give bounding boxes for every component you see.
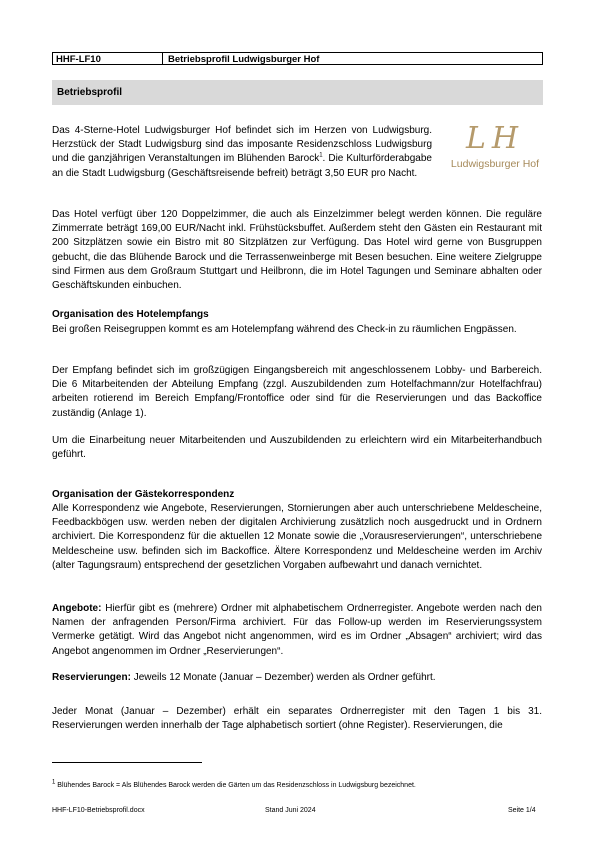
logo-name: Ludwigsburger Hof — [450, 158, 540, 170]
korrespondenz-heading: Organisation der Gästekorrespondenz — [52, 489, 235, 500]
section-title: Betriebsprofil — [52, 80, 543, 105]
korrespondenz-paragraph: Alle Korrespondenz wie Angebote, Reservierungen, Stornierungen aber auch unterschriebene Meldescheine, Feedbackbögen usw. werden neben der digitalen Archivierung zusätzlich noch ausgedruckt und in Ordnern archiviert. Die Korrespondenz für die aktuellen 12 Monate sowie die „Vorausreservierungen“, unterschriebene Meldescheine usw. befinden sich im Backoffice. Ältere Korrespondenz und Meldescheine werden im Archiv (alter Tagungsraum) entsprechend der gesetzlichen Vorgaben aufbewahrt und danach vernichtet. — [52, 503, 542, 571]
angebote-paragraph: Angebote: Hierfür gibt es (mehrere) Ordner mit alphabetischem Ordnerregister. Angebote werden nach den Namen der anfragenden Person/Firma archiviert. Für das Follow-up werden im Reservierungssystem Vermerke getätigt. Wird das Angebot nicht angenommen, wird es im Ordner „Absagen“ archiviert; wird das Angebot angenommen im Ordner „Reservierungen“. — [52, 603, 542, 657]
footnote-rule — [52, 762, 202, 763]
header-title: Betriebsprofil Ludwigsburger Hof — [168, 54, 320, 65]
intro-paragraph: Das 4-Sterne-Hotel Ludwigsburger Hof befindet sich im Herzen von Ludwigsburg. Herzstück der Stadt Ludwigsburg sind das imposante Residenzschloss Ludwigsburg und die ganzjährigen Veranstaltungen im Blühenden Barock$^1$. Die Kulturförderabgabe an die Stadt Ludwigsburg (Geschäftsreisende befreit) beträgt 3,50 EUR pro Nacht. — [52, 125, 432, 179]
hotel-description: Das Hotel verfügt über 120 Doppelzimmer, die auch als Einzelzimmer belegt werden können. Die reguläre Zimmerrate beträgt 169,00 EUR/Nacht inkl. Frühstücksbuffet. Außerdem steht den Gästen ein Restaurant mit 200 Sitzplätzen sowie ein Bistro mit 80 Sitzplätzen zur Verfügung. Das Hotel wird gerne von Busgruppen gebucht, die das Blühende Barock und die Terrassenweinberge mit Besen besuchen. Eine weitere Zielgruppe sind Firmen aus dem Großraum Stuttgart und Heilbronn, die im Hotel Tagungen und Seminare abhalten oder Geschäftskunden einbuchen. — [52, 209, 542, 292]
footnote-ref: 1 — [319, 153, 323, 160]
empfang-paragraph-2: Der Empfang befindet sich im großzügigen Eingangsbereich mit angeschlossenem Lobby- und Barbereich. Die 6 Mitarbeitenden der Abteilung Empfang (zzgl. Auszubildenden zum Hotelfachmann/zur Hotelfachfrau) arbeiten rotierend im Bereich Empfang/Frontoffice oder sind für die Reservierungen und das Backoffice zuständig (Anlage 1). — [52, 365, 542, 419]
reservierungen-label: Reservierungen: — [52, 672, 131, 683]
logo-monogram: LH — [465, 121, 525, 156]
header-code: HHF-LF10 — [53, 53, 163, 64]
footer-filename: HHF-LF10-Betriebsprofil.docx — [52, 807, 145, 814]
reservierungen-paragraph-2: Jeder Monat (Januar – Dezember) erhält ein separates Ordnerregister mit den Tagen 1 bis 31. Reservierungen werden innerhalb der Tage alphabetisch sortiert (ohne Register). Reservierungen, die — [52, 706, 542, 732]
footer-date: Stand Juni 2024 — [265, 807, 316, 814]
hotel-logo — [446, 121, 544, 181]
footnote: $^1$ Blühendes Barock = Als Blühendes Barock werden die Gärten um das Residenzschloss in Ludwigsburg bezeichnet. — [52, 779, 416, 789]
empfang-heading: Organisation des Hotelempfangs — [52, 309, 209, 320]
empfang-paragraph-1: Bei großen Reisegruppen kommt es am Hotelempfang während des Check-in zu räumlichen Engpässen. — [52, 324, 517, 335]
empfang-paragraph-3: Um die Einarbeitung neuer Mitarbeitenden und Auszubildenden zu erleichtern wird ein Mitarbeiterhandbuch geführt. — [52, 435, 542, 461]
footer-page-number: Seite 1/4 — [508, 807, 536, 814]
header-table — [52, 52, 543, 65]
angebote-label: Angebote: — [52, 603, 102, 614]
reservierungen-paragraph: Reservierungen: Jeweils 12 Monate (Januar – Dezember) werden als Ordner geführt. — [52, 672, 436, 683]
